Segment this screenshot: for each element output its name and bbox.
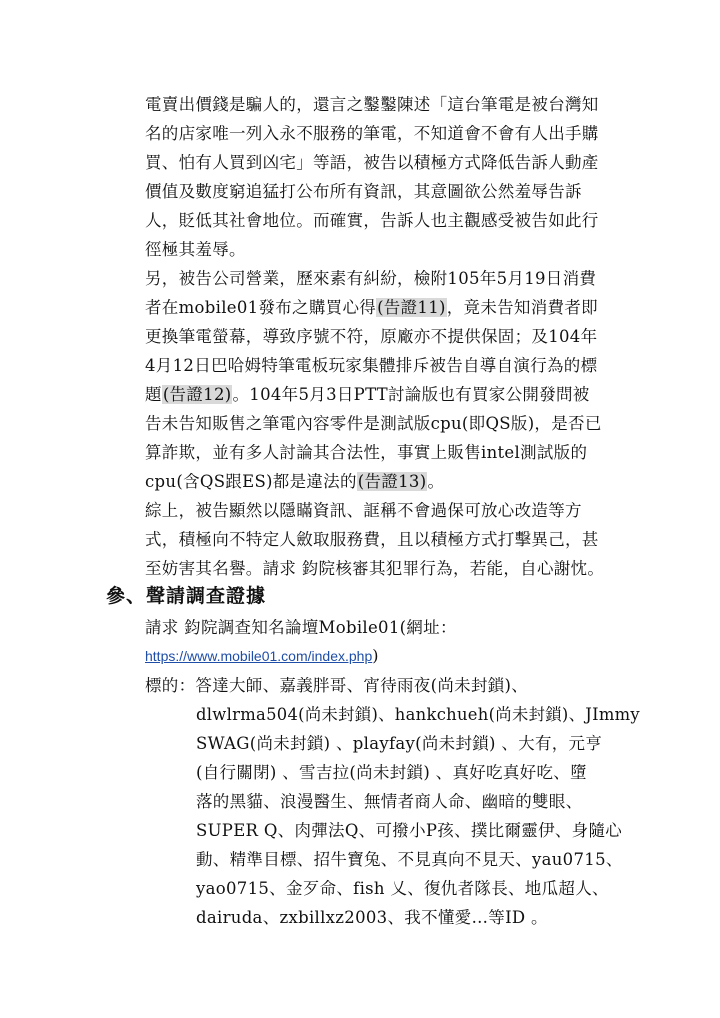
- p2-line-2: [145, 298, 598, 318]
- mobile01-link[interactable]: https://www.mobile01.com/index.php: [145, 648, 373, 664]
- url-close-paren: ): [372, 646, 379, 665]
- p2-line-8-b: 。: [427, 472, 445, 491]
- p1-line-3: 買、怕有人買到凶宅」等語，被告以積極方式降低告訴人動產: [145, 153, 599, 172]
- evidence-ref-12: (告證12): [162, 385, 232, 404]
- p2-line-1: 另，被告公司營業，歷來素有糾紛，檢附105年5月19日消費: [145, 269, 597, 288]
- target-list-item: SWAG(尚未封鎖) 、playfay(尚未封鎖) 、大有，元亨: [196, 734, 603, 753]
- target-list-item: dairuda、zxbillxz2003、我不懂愛…等ID 。: [196, 908, 548, 927]
- target-list-item: SUPER Q、肉彈法Q、可撥小P孩、撲比爾靈伊、身隨心: [196, 821, 623, 840]
- evidence-ref-13: (告證13): [357, 472, 427, 491]
- target-list-item: 答達大師、嘉義胖哥、宵待雨夜(尚未封鎖)、: [195, 676, 529, 695]
- p2-line-8-a: cpu(含QS跟ES)都是違法的: [145, 472, 357, 491]
- p2-line-6: 告未告知販售之筆電內容零件是測試版cpu(即QS版)，是否已: [145, 414, 602, 433]
- evidence-ref-11: (告證11): [377, 298, 446, 317]
- p1-line-5: 人，貶低其社會地位。而確實，告訴人也主觀感受被告如此行: [145, 211, 599, 230]
- p2-line-5-b: 。104年5月3日PTT討論版也有買家公開發問被: [232, 385, 590, 404]
- p2-line-2-b: ，竟未告知消費者即: [446, 298, 598, 317]
- p1-line-4: 價值及數度窮追猛打公布所有資訊，其意圖欲公然羞辱告訴: [145, 182, 582, 201]
- target-list-item: yao0715、金歹命、fish 乂、復仇者隊長、地瓜超人、: [196, 879, 609, 898]
- targets-label: 標的：: [145, 676, 196, 695]
- p2-line-5: [145, 385, 590, 405]
- p2-line-2-a: 者在mobile01發布之購買心得: [145, 298, 377, 317]
- target-list-item: (自行關閉) 、雪吉拉(尚未封鎖) 、真好吃真好吃、墮: [196, 763, 587, 782]
- p3-line-1: 綜上，被告顯然以隱瞞資訊、誆稱不會過保可放心改造等方: [145, 501, 582, 520]
- p3-line-2: 式，積極向不特定人斂取服務費，且以積極方式打擊異己，甚: [145, 530, 599, 549]
- request-line: 請求 鈞院調查知名論壇Mobile01(網址：: [145, 618, 457, 637]
- section-heading: 參、聲請調查證據: [106, 585, 267, 607]
- target-list-item: dlwlrma504(尚未封鎖)、hankchueh(尚未封鎖)、JImmy: [196, 705, 640, 724]
- targets-line-1: [145, 676, 528, 696]
- p2-line-3: 更換筆電螢幕，導致序號不符，原廠亦不提供保固；及104年: [145, 327, 598, 346]
- url-line: [145, 647, 378, 665]
- p2-line-7: 算詐欺，並有多人討論其合法性，事實上販售intel測試版的: [145, 443, 588, 462]
- p1-line-6: 徑極其羞辱。: [145, 240, 246, 259]
- p2-line-8: [145, 472, 444, 492]
- p1-line-1: 電賣出價錢是騙人的，還言之鑿鑿陳述「這台筆電是被台灣知: [145, 95, 599, 114]
- p2-line-5-a: 題: [145, 385, 162, 404]
- p3-line-3: 至妨害其名譽。請求 鈞院核審其犯罪行為，若能，自心謝忱。: [145, 559, 605, 578]
- target-list-item: 動、精準目標、招牛寶兔、不見真向不見天、yau0715、: [196, 850, 623, 869]
- p2-line-4: 4月12日巴哈姆特筆電板玩家集體排斥被告自導自演行為的標: [145, 356, 598, 375]
- target-list-item: 落的黑貓、浪漫醫生、無情者商人命、幽暗的雙眼、: [196, 792, 583, 811]
- p1-line-2: 名的店家唯一列入永不服務的筆電，不知道會不會有人出手購: [145, 124, 599, 143]
